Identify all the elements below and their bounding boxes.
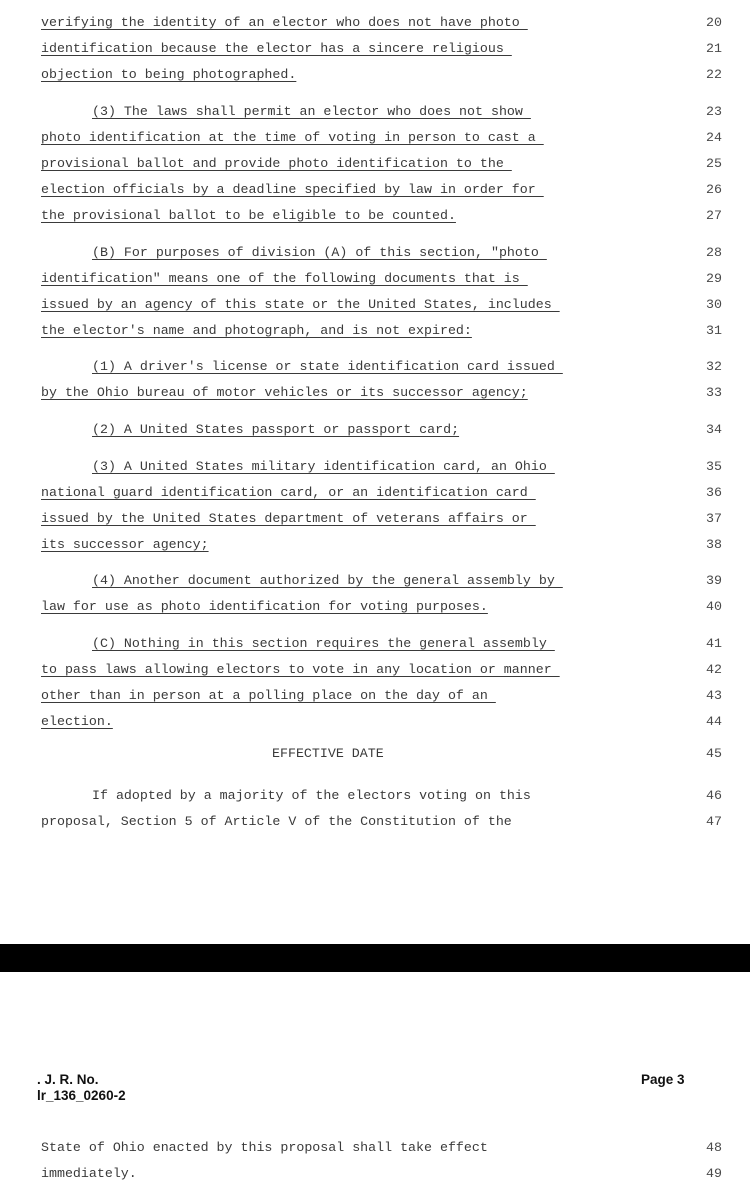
line-number: 31: [706, 323, 722, 338]
line-number: 42: [706, 662, 722, 677]
line-text: by the Ohio bureau of motor vehicles or its successor agency;: [41, 385, 528, 400]
line-number: 27: [706, 208, 722, 223]
document-line: [0, 356, 750, 378]
document-line: [0, 482, 750, 504]
document-line: [0, 1137, 750, 1159]
page-number-label: Page 3: [641, 1072, 685, 1087]
line-text: objection to being photographed.: [41, 67, 297, 82]
line-number: 28: [706, 245, 722, 260]
line-number: 25: [706, 156, 722, 171]
document-line: [0, 205, 750, 227]
line-number: 47: [706, 814, 722, 829]
document-line: [0, 64, 750, 86]
bill-identifier: [37, 1072, 126, 1103]
line-number: 46: [706, 788, 722, 803]
document-line: [0, 685, 750, 707]
document-line: [0, 534, 750, 556]
line-text: immediately.: [41, 1166, 137, 1181]
line-text: (3) A United States military identification card, an Ohio: [92, 459, 555, 474]
line-number: 21: [706, 41, 722, 56]
document-line: [0, 242, 750, 264]
line-text: (3) The laws shall permit an elector who does not show: [92, 104, 531, 119]
line-number: 44: [706, 714, 722, 729]
line-text: issued by an agency of this state or the United States, includes: [41, 297, 560, 312]
line-number: 48: [706, 1140, 722, 1155]
line-number: 22: [706, 67, 722, 82]
document-line: [0, 268, 750, 290]
line-number: 29: [706, 271, 722, 286]
line-text: its successor agency;: [41, 537, 209, 552]
line-number: 26: [706, 182, 722, 197]
line-number: 49: [706, 1166, 722, 1181]
document-line: [0, 633, 750, 655]
line-text: election.: [41, 714, 113, 729]
line-text: issued by the United States department of veterans affairs or: [41, 511, 536, 526]
bill-code: lr_136_0260-2: [37, 1087, 126, 1103]
document-line: [0, 101, 750, 123]
document-line: [0, 811, 750, 833]
document-line: [0, 12, 750, 34]
document-line: [0, 785, 750, 807]
line-number: 45: [706, 746, 722, 761]
line-number: 33: [706, 385, 722, 400]
line-number: 39: [706, 573, 722, 588]
line-text: other than in person at a polling place on the day of an: [41, 688, 496, 703]
line-number: 24: [706, 130, 722, 145]
document-line: [0, 570, 750, 592]
line-number: 40: [706, 599, 722, 614]
document-line: [0, 127, 750, 149]
line-text: identification" means one of the following documents that is: [41, 271, 528, 286]
line-number: 38: [706, 537, 722, 552]
line-text: State of Ohio enacted by this proposal shall take effect: [41, 1140, 488, 1155]
line-text: (1) A driver's license or state identification card issued: [92, 359, 563, 374]
document-line: [0, 382, 750, 404]
document-line: [0, 596, 750, 618]
line-text: election officials by a deadline specified by law in order for: [41, 182, 544, 197]
line-number: 34: [706, 422, 722, 437]
line-text: proposal, Section 5 of Article V of the Constitution of the: [41, 814, 512, 829]
document-line: [0, 320, 750, 342]
page-separator-bar: [0, 944, 750, 972]
bill-number: . J. R. No.: [37, 1072, 99, 1087]
line-text: (B) For purposes of division (A) of this section, "photo: [92, 245, 547, 260]
line-number: 30: [706, 297, 722, 312]
document-line: [0, 711, 750, 733]
line-number: 32: [706, 359, 722, 374]
document-line: [0, 153, 750, 175]
line-text: If adopted by a majority of the electors voting on this: [92, 788, 531, 803]
line-number: 35: [706, 459, 722, 474]
line-text: (2) A United States passport or passport card;: [92, 422, 460, 437]
document-line: [0, 38, 750, 60]
document-line: [0, 456, 750, 478]
line-text: (C) Nothing in this section requires the general assembly: [92, 636, 555, 651]
line-text: (4) Another document authorized by the general assembly by: [92, 573, 563, 588]
section-heading: [0, 743, 750, 765]
line-text: verifying the identity of an elector who does not have photo: [41, 15, 528, 30]
document-line: [0, 294, 750, 316]
line-number: 20: [706, 15, 722, 30]
line-number: 41: [706, 636, 722, 651]
line-text: national guard identification card, or an identification card: [41, 485, 536, 500]
line-text: law for use as photo identification for voting purposes.: [41, 599, 488, 614]
heading-text: EFFECTIVE DATE: [272, 746, 384, 761]
line-number: 37: [706, 511, 722, 526]
line-number: 36: [706, 485, 722, 500]
document-line: [0, 659, 750, 681]
line-text: the provisional ballot to be eligible to be counted.: [41, 208, 456, 223]
line-text: photo identification at the time of voting in person to cast a: [41, 130, 544, 145]
line-text: identification because the elector has a sincere religious: [41, 41, 512, 56]
document-line: [0, 179, 750, 201]
line-number: 23: [706, 104, 722, 119]
line-number: 43: [706, 688, 722, 703]
document-line: [0, 508, 750, 530]
line-text: provisional ballot and provide photo identification to the: [41, 156, 512, 171]
document-line: [0, 419, 750, 441]
document-line: [0, 1163, 750, 1185]
line-text: to pass laws allowing electors to vote in any location or manner: [41, 662, 560, 677]
line-text: the elector's name and photograph, and is not expired:: [41, 323, 472, 338]
